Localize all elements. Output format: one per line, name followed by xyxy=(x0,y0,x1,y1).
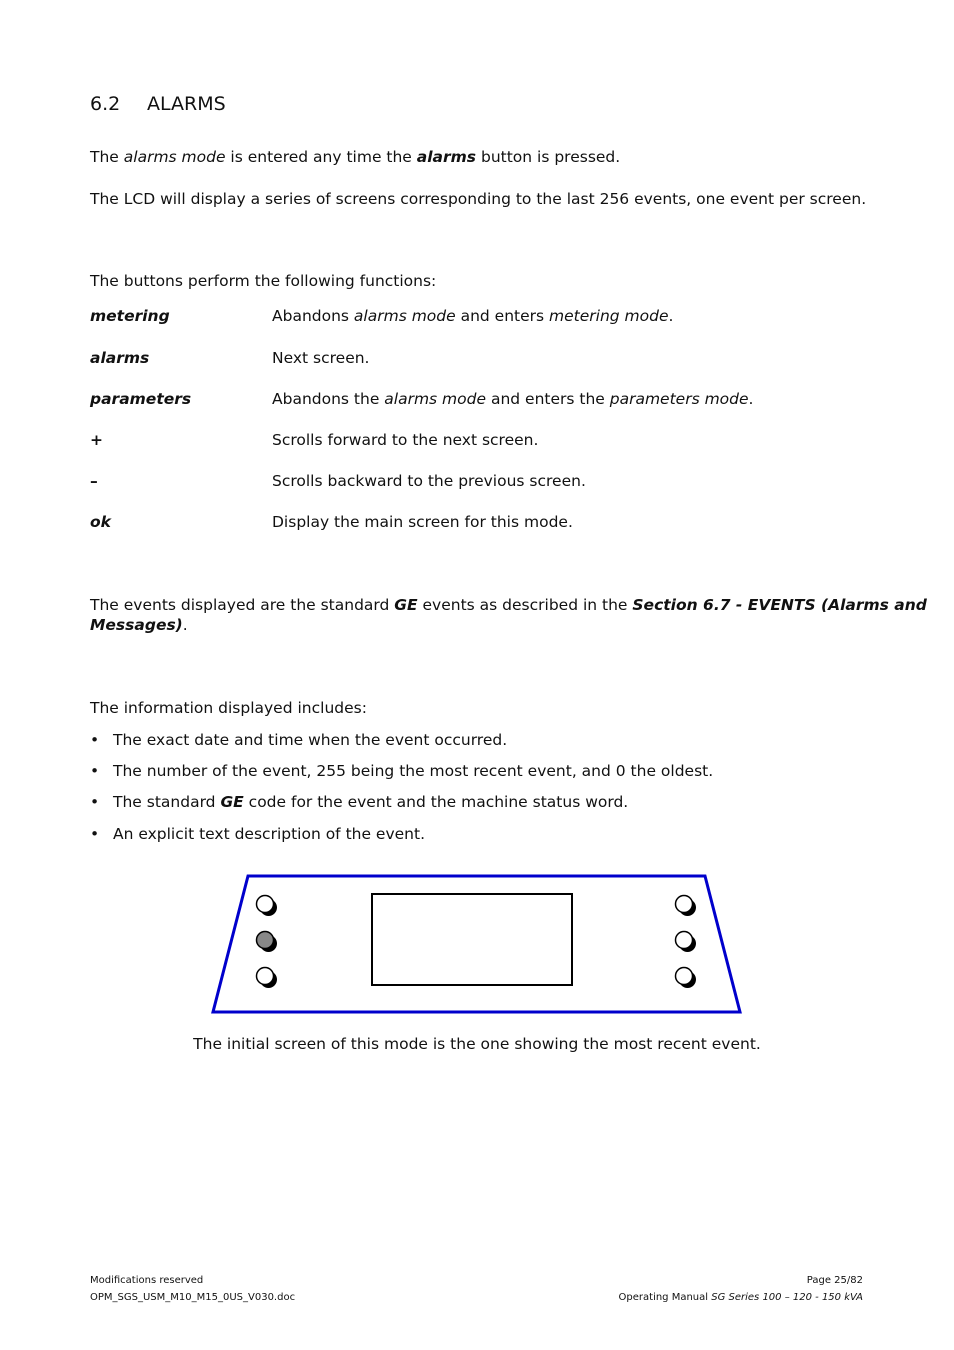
list-item: • An explicit text description of the event. xyxy=(90,825,426,843)
button-desc-minus: Scrolls backward to the previous screen. xyxy=(272,472,586,490)
footer-page-number: Page 25/82 xyxy=(806,1275,863,1286)
button-key-minus: – xyxy=(90,472,98,490)
events-paragraph-line-1: The events displayed are the standard GE events as described in the Section 6.7 - EVENTS (Alarms and xyxy=(90,596,927,614)
list-item: • The standard GE code for the event and the machine status word. xyxy=(90,793,629,811)
section-title: ALARMS xyxy=(147,93,226,115)
intro-paragraph-1: The alarms mode is entered any time the alarms button is pressed. xyxy=(90,148,621,166)
footer-modifications: Modifications reserved xyxy=(90,1275,204,1286)
left-button-top xyxy=(257,896,278,917)
footer-filename: OPM_SGS_USM_M10_M15_0US_V030.doc xyxy=(90,1292,296,1303)
button-desc-parameters: Abandons the alarms mode and enters the parameters mode. xyxy=(272,390,754,408)
button-desc-plus: Scrolls forward to the next screen. xyxy=(272,431,539,449)
lcd-display xyxy=(372,894,572,985)
button-key-alarms: alarms xyxy=(90,349,150,367)
buttons-intro: The buttons perform the following functions: xyxy=(90,272,437,290)
button-desc-alarms: Next screen. xyxy=(272,349,370,367)
intro-paragraph-2: The LCD will display a series of screens corresponding to the last 256 events, one event per screen. xyxy=(90,190,867,208)
button-key-ok: ok xyxy=(90,513,111,531)
right-button-middle xyxy=(676,932,697,953)
button-desc-metering: Abandons alarms mode and enters metering mode. xyxy=(272,307,674,325)
events-paragraph-line-2: Messages). xyxy=(90,616,188,634)
button-key-parameters: parameters xyxy=(90,390,192,408)
section-number: 6.2 xyxy=(90,93,121,115)
right-button-top xyxy=(676,896,697,917)
left-button-bottom xyxy=(257,968,278,989)
right-button-bottom xyxy=(676,968,697,989)
button-key-metering: metering xyxy=(90,307,170,325)
diagram-caption: The initial screen of this mode is the one showing the most recent event. xyxy=(193,1035,761,1053)
button-desc-ok: Display the main screen for this mode. xyxy=(272,513,573,531)
list-item: • The number of the event, 255 being the most recent event, and 0 the oldest. xyxy=(90,762,714,780)
left-button-middle-active xyxy=(257,932,278,953)
footer-manual-title: Operating Manual SG Series 100 – 120 - 150 kVA xyxy=(618,1292,863,1303)
list-item: • The exact date and time when the event occurred. xyxy=(90,731,508,749)
info-intro: The information displayed includes: xyxy=(90,699,367,717)
button-key-plus: + xyxy=(90,431,103,449)
control-panel-diagram xyxy=(200,868,750,1022)
